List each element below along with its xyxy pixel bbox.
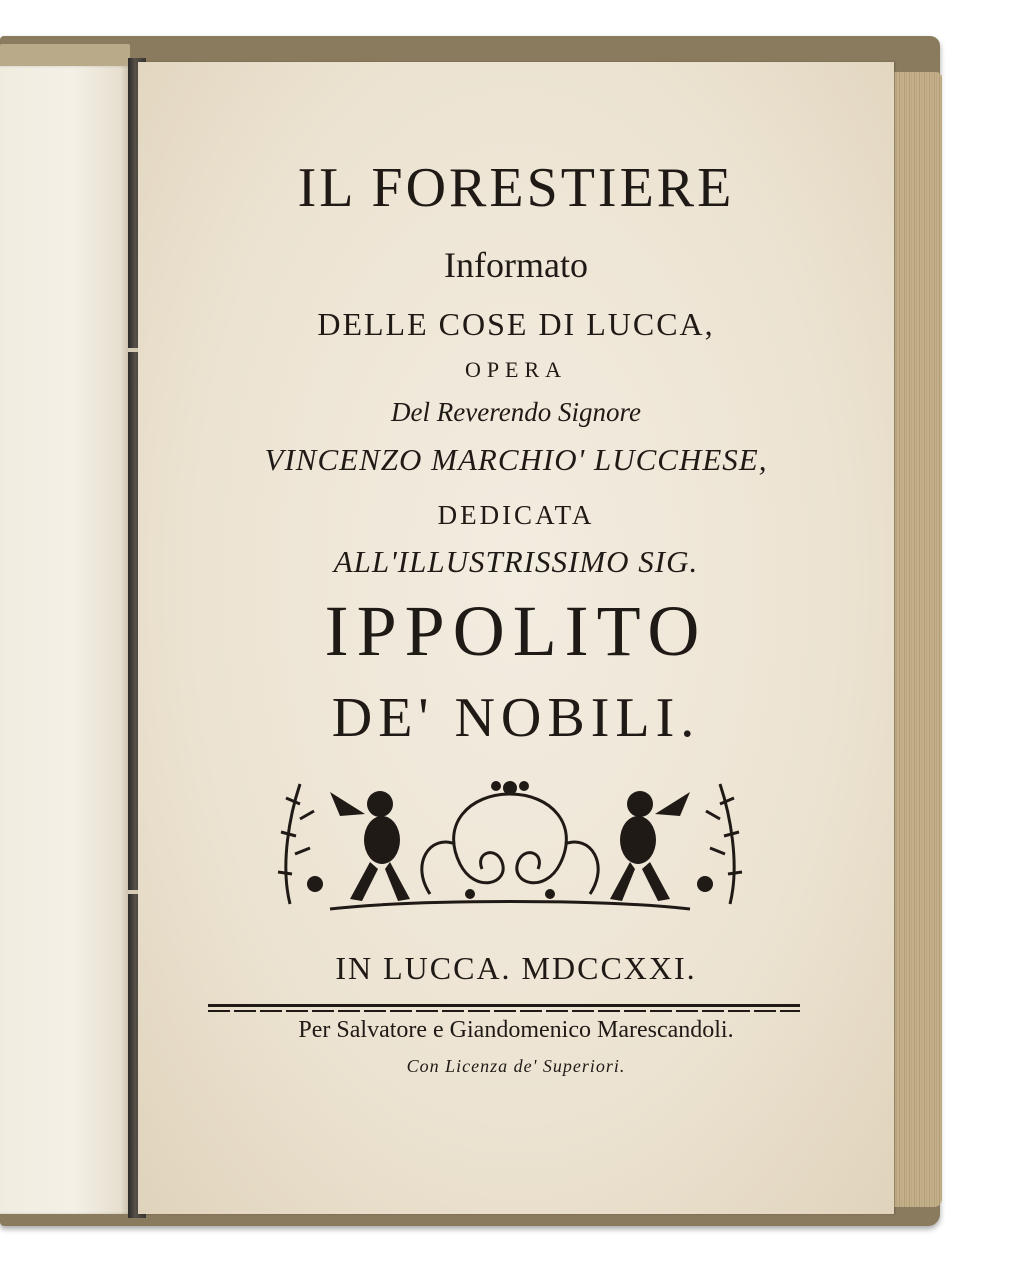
imprint-place: IN LUCCA. MDCCXXI. — [335, 950, 697, 986]
license-line: Con Licenza de' Superiori. — [406, 1056, 626, 1076]
binding-stitch — [128, 348, 138, 352]
author-prefix: Del Reverendo Signore — [391, 397, 641, 427]
binding-stitch — [128, 890, 138, 894]
work-label: OPERA — [464, 357, 568, 382]
book-subtitle: Informato — [444, 245, 588, 285]
divider-rule-dashed — [208, 1010, 800, 1012]
printer-line: Per Salvatore e Giandomenico Marescandoli. — [298, 1017, 734, 1043]
divider-rule — [208, 1004, 800, 1007]
dedicatee-first-name: IPPOLITO — [324, 591, 708, 671]
dedicatee-prefix: ALL'ILLUSTRISSIMO SIG. — [333, 544, 699, 579]
title-page — [138, 62, 894, 1214]
book-title: IL FORESTIERE — [297, 157, 735, 219]
dedicatee-surname: DE' NOBILI. — [331, 687, 701, 749]
author-name: VINCENZO MARCHIO' LUCCHESE, — [264, 442, 768, 477]
page-edges — [890, 72, 942, 1207]
woodcut-putti-vignette-icon — [270, 774, 750, 919]
dedication-label: DEDICATA — [437, 500, 595, 530]
blank-left-page — [0, 66, 134, 1214]
book-subject: DELLE COSE DI LUCCA, — [317, 306, 715, 342]
